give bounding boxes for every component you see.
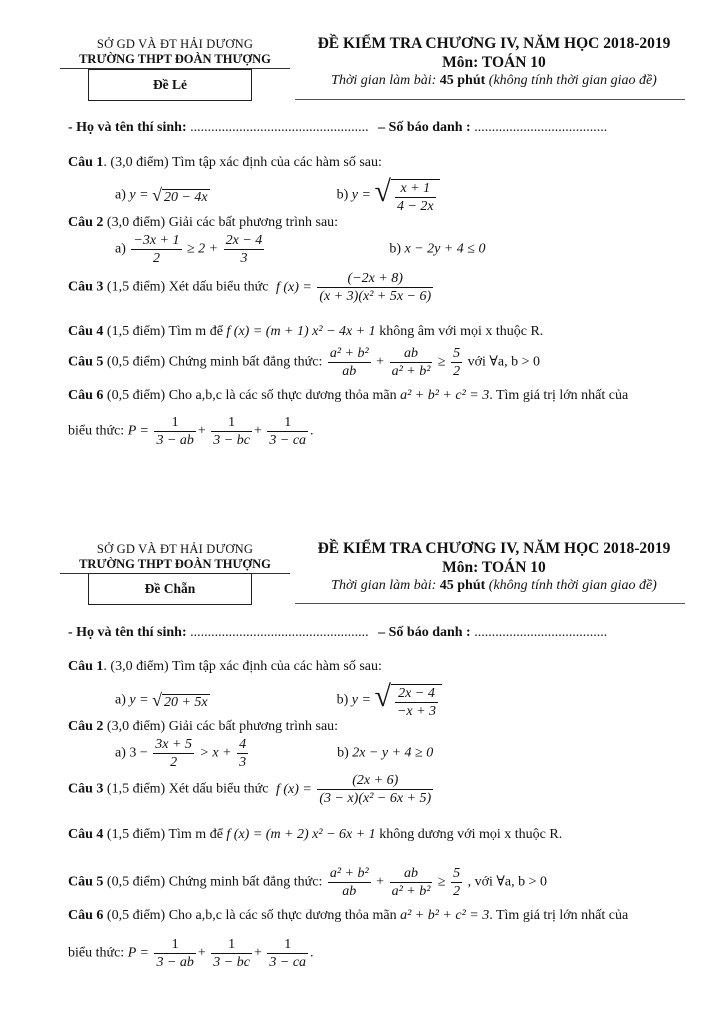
question-5: Câu 5 (0,5 điểm) Chứng minh bất đẳng thức: $\frac{\text{a² + b²}}{ab}$ + $\frac{ab}{\text{a² + b²}}$ ≥ $\frac{5}{2}$ với ∀a, b > 0: [68, 346, 540, 379]
question-2-parts: a) 3 − $\frac{3x + 5}{2}$ > x + $\frac{4}{3}$ b) 2x − y + 4 ≥ 0: [115, 737, 434, 770]
question-5: Câu 5 (0,5 điểm) Chứng minh bất đẳng thức: $\frac{\text{a² + b²}}{ab}$ + $\frac{ab}{\text{a² + b²}}$ ≥ $\frac{5}{2}$ , với ∀a, b > 0: [68, 866, 547, 899]
question-2: Câu 2 (3,0 điểm) Giải các bất phương trình sau:: [68, 215, 339, 230]
question-4: Câu 4 (1,5 điểm) Tìm m để f (x) = (m + 2) x² − 6x + 1 không dương với mọi x thuộc R.: [68, 827, 563, 842]
question-1: Câu 1. (3,0 điểm) Tìm tập xác định của các hàm số sau:: [68, 659, 382, 674]
question-2: Câu 2 (3,0 điểm) Giải các bất phương trình sau:: [68, 719, 339, 734]
question-4: Câu 4 (1,5 điểm) Tìm m để f (x) = (m + 1) x² − 4x + 1 không âm với mọi x thuộc R.: [68, 324, 544, 339]
question-6-expression: biểu thức: P = $\frac{1}{3 - ab}$ + $\frac{1}{3 - bc}$ + $\frac{1}{3 - ca}$ .: [68, 415, 314, 448]
question-6: Câu 6 (0,5 điểm) Cho a,b,c là các số thực dương thỏa mãn a² + b² + c² = 3. Tìm giá trị lớn nhất của: [68, 908, 629, 923]
header-divider: [295, 99, 685, 100]
department: SỞ GD VÀ ĐT HẢI DƯƠNG: [96, 37, 254, 51]
header-divider: [295, 603, 685, 604]
exam-title: ĐỀ KIỂM TRA CHƯƠNG IV, NĂM HỌC 2018-2019: [317, 35, 671, 52]
school-name: TRƯỜNG THPT ĐOÀN THƯỢNG: [79, 557, 271, 571]
name-field[interactable]: ...................................................: [190, 625, 369, 640]
student-info: - Họ và tên thí sinh: ................................................... – Số báo danh : ......................................: [68, 120, 608, 135]
school-name: TRƯỜNG THPT ĐOÀN THƯỢNG: [79, 52, 271, 66]
question-6-expression: biểu thức: P = $\frac{1}{3 - ab}$ + $\frac{1}{3 - bc}$ + $\frac{1}{3 - ca}$ .: [68, 937, 314, 970]
sqrt-expr: √ 20 − 4x: [152, 184, 208, 205]
question-1: Câu 1. (3,0 điểm) Tìm tập xác định của các hàm số sau:: [68, 155, 382, 170]
time-limit: Thời gian làm bài: 45 phút (không tính thời gian giao đề): [331, 73, 657, 88]
name-field[interactable]: ...................................................: [190, 120, 369, 135]
question-6: Câu 6 (0,5 điểm) Cho a,b,c là các số thực dương thỏa mãn a² + b² + c² = 3. Tìm giá trị lớn nhất của: [68, 388, 629, 403]
exam-title: ĐỀ KIỂM TRA CHƯƠNG IV, NĂM HỌC 2018-2019: [317, 540, 671, 557]
header-right: [298, 34, 690, 90]
question-1-parts: a) y = √ 20 − 4x b) y = √ $\frac{x + 1}{4 - 2x}$: [115, 175, 440, 215]
time-limit: Thời gian làm bài: 45 phút (không tính thời gian giao đề): [331, 578, 657, 593]
question-2-parts: a) $\frac{-3x + 1}{2}$ ≥ 2 + $\frac{2x - 4}{3}$ b) x − 2y + 4 ≤ 0: [115, 233, 486, 266]
question-1-parts: a) y = √ 20 + 5x b) y = √ $\frac{2x - 4}{-x + 3}$: [115, 680, 442, 720]
header-right: [298, 539, 690, 595]
sbd-field[interactable]: ......................................: [474, 625, 608, 640]
department: SỞ GD VÀ ĐT HẢI DƯƠNG: [96, 542, 254, 556]
subject: Môn: TOÁN 10: [442, 559, 546, 576]
header-left: [60, 542, 290, 574]
question-3: Câu 3 (1,5 điểm) Xét dấu biểu thức f (x) = $\frac{(-2x + 8)}{\text{(x + 3)(x² + 5x − 6)}}$: [68, 271, 432, 304]
exam-code-box: Đề Lẻ: [88, 69, 252, 101]
header-left: [60, 37, 290, 69]
sbd-field[interactable]: ......................................: [474, 120, 608, 135]
question-3: Câu 3 (1,5 điểm) Xét dấu biểu thức f (x) = $\frac{(2x + 6)}{\text{(3 − x)(x² − 6x + 5)}}$: [68, 773, 432, 806]
student-info: - Họ và tên thí sinh: ................................................... – Số báo danh : ......................................: [68, 625, 608, 640]
subject: Môn: TOÁN 10: [442, 54, 546, 71]
exam-code-box: Đề Chẵn: [88, 573, 252, 605]
